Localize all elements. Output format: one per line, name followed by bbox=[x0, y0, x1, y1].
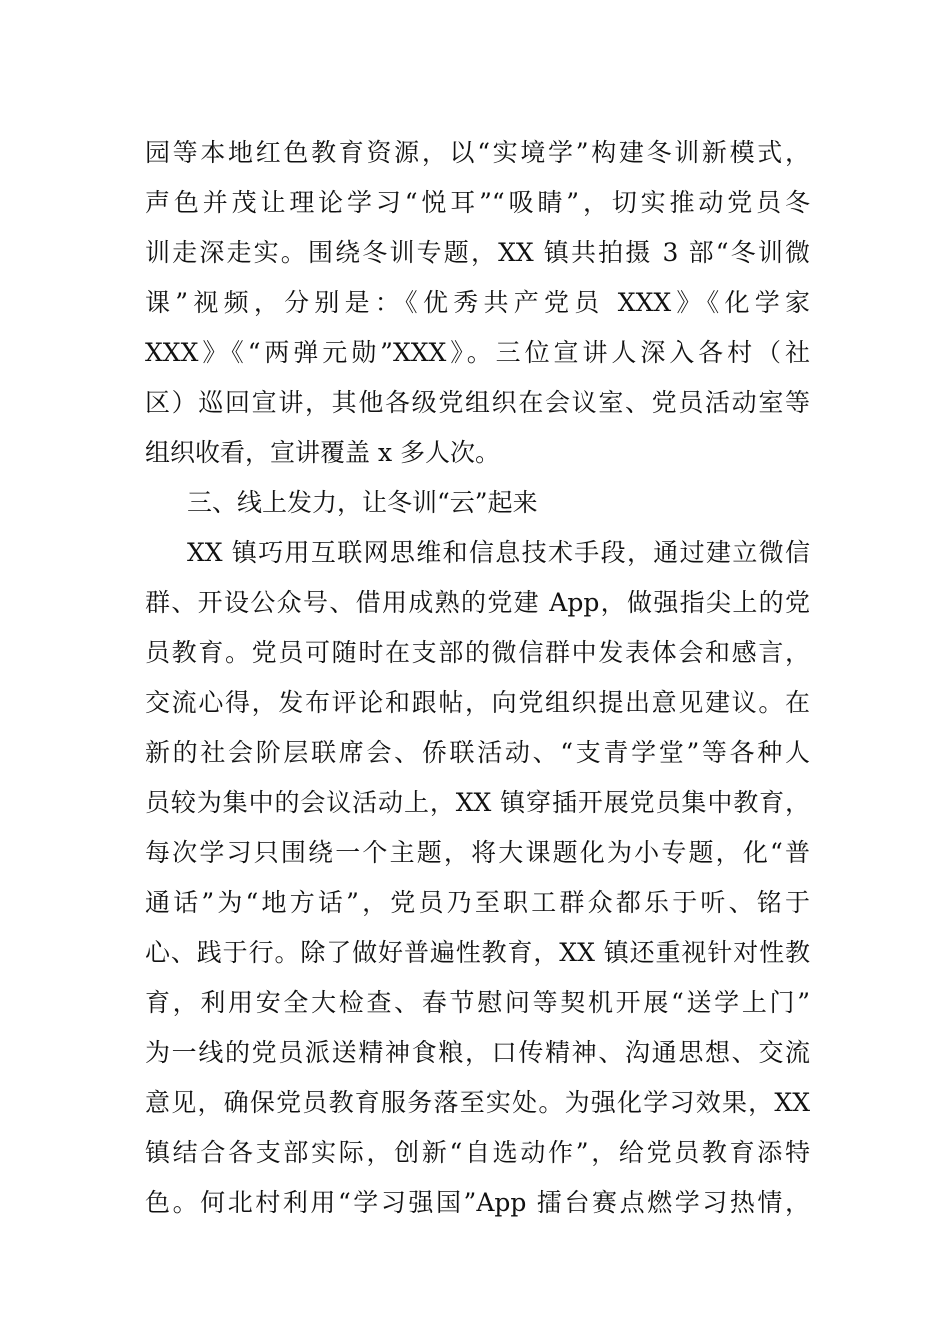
paragraph-2-line: 为一线的党员派送精神食粮，口传精神、沟通思想、交流 bbox=[145, 1038, 810, 1067]
section-heading: 三、线上发力，让冬训“云”起来 bbox=[187, 488, 538, 517]
paragraph-2-line: 意见，确保党员教育服务落至实处。为强化学习效果，XX bbox=[145, 1088, 810, 1117]
paragraph-1-line: 训走深走实。围绕冬训专题，XX 镇共拍摄 3 部“冬训微 bbox=[145, 238, 810, 267]
paragraph-2-line: 每次学习只围绕一个主题，将大课题化为小专题，化“普 bbox=[145, 838, 810, 867]
paragraph-1-line: 课”视频，分别是：《优秀共产党员 XXX》《化学家 bbox=[145, 288, 810, 317]
paragraph-2-line: 色。何北村利用“学习强国”App 擂台赛点燃学习热情， bbox=[145, 1188, 810, 1217]
paragraph-2-line: 育，利用安全大检查、春节慰问等契机开展“送学上门” bbox=[145, 988, 810, 1017]
document-body bbox=[145, 128, 810, 1228]
paragraph-1-line: 区）巡回宣讲，其他各级党组织在会议室、党员活动室等 bbox=[145, 388, 810, 417]
paragraph-2-line: 交流心得，发布评论和跟帖，向党组织提出意见建议。在 bbox=[145, 688, 810, 717]
paragraph-1-line: XXX》《“两弹元勋”XXX》。三位宣讲人深入各村（社 bbox=[145, 338, 810, 367]
paragraph-2-line: 群、开设公众号、借用成熟的党建 App，做强指尖上的党 bbox=[145, 588, 810, 617]
paragraph-2-line: XX 镇巧用互联网思维和信息技术手段，通过建立微信 bbox=[187, 538, 810, 567]
paragraph-1-line: 组织收看，宣讲覆盖 x 多人次。 bbox=[145, 438, 500, 467]
paragraph-2-line: 员教育。党员可随时在支部的微信群中发表体会和感言， bbox=[145, 638, 810, 667]
paragraph-2-line: 心、践于行。除了做好普遍性教育，XX 镇还重视针对性教 bbox=[145, 938, 810, 967]
paragraph-1-line: 园等本地红色教育资源，以“实境学”构建冬训新模式， bbox=[145, 138, 810, 167]
paragraph-2-line: 通话”为“地方话”，党员乃至职工群众都乐于听、铭于 bbox=[145, 888, 810, 917]
paragraph-2-line: 新的社会阶层联席会、侨联活动、“支青学堂”等各种人 bbox=[145, 738, 810, 767]
paragraph-2-line: 镇结合各支部实际，创新“自选动作”，给党员教育添特 bbox=[145, 1138, 810, 1167]
paragraph-2-line: 员较为集中的会议活动上，XX 镇穿插开展党员集中教育， bbox=[145, 788, 810, 817]
paragraph-1-line: 声色并茂让理论学习“悦耳”“吸睛”，切实推动党员冬 bbox=[145, 188, 810, 217]
